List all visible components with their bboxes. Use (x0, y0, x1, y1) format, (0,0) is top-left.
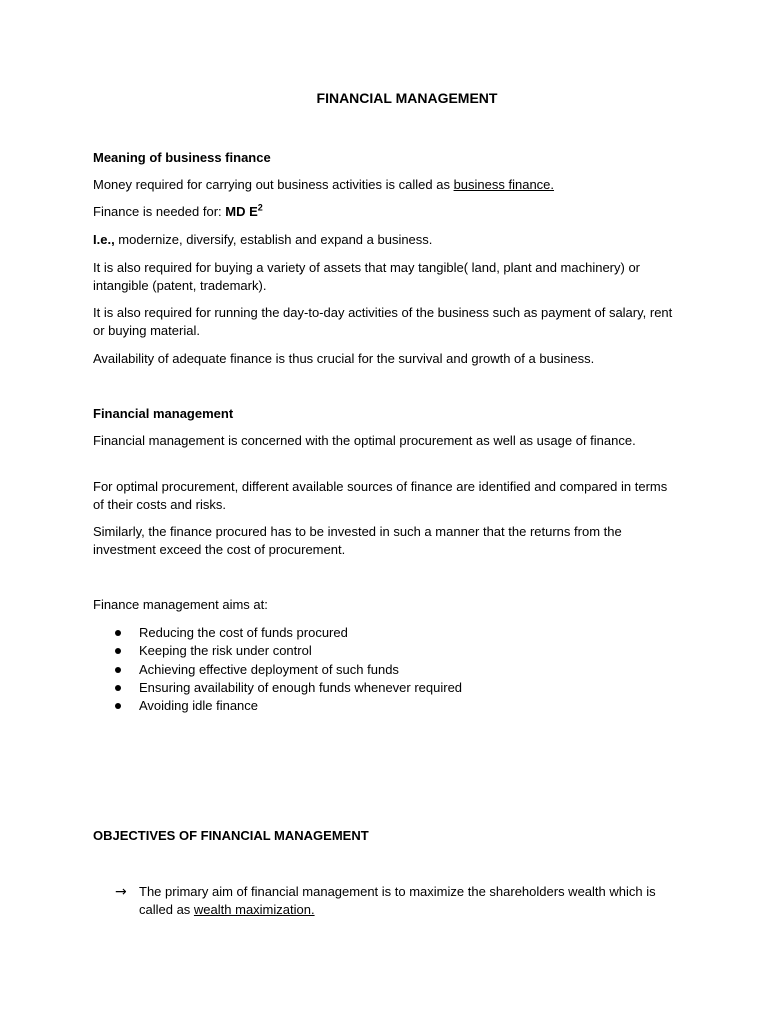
bullet-icon (115, 667, 121, 673)
list-item-text: Reducing the cost of funds procured (139, 625, 348, 640)
list-item (93, 679, 653, 697)
bullet-icon (115, 685, 121, 691)
paragraph-fm-definition: Financial management is concerned with the optimal procurement as well as usage of finance. (93, 433, 636, 448)
arrow-right-icon: → (115, 884, 127, 900)
list-item-text: Avoiding idle finance (139, 698, 259, 714)
paragraph-assets: It is also required for buying a variety of assets that may tangible( land, plant and machinery) or intangible (patent, trademark). (93, 260, 641, 293)
paragraph-investment: Similarly, the finance procured has to be invested in such a manner that the returns from the investment exceed the cost of procurement. (93, 524, 622, 557)
bullet-icon (115, 630, 121, 636)
paragraph-ie (93, 231, 678, 249)
list-item (93, 661, 653, 679)
list-item (93, 697, 653, 715)
objective-text: The primary aim of financial management is to maximize the shareholders wealth which is called as (139, 884, 656, 917)
acronym-text: MD E (225, 204, 258, 219)
section-heading-business-finance: Meaning of business finance (93, 150, 271, 165)
ie-label: I.e., (93, 232, 115, 247)
paragraph-optimal-procurement: For optimal procurement, different available sources of finance are identified and compared in terms of their costs and risks. (93, 479, 668, 512)
list-item-text: Achieving effective deployment of such funds (139, 661, 399, 677)
underlined-term: business finance. (453, 177, 555, 192)
section-heading-financial-management: Financial management (93, 406, 234, 421)
bullet-icon (115, 648, 121, 654)
objective-item (93, 883, 678, 919)
bullet-icon (115, 703, 121, 709)
paragraph-business-finance-definition (93, 176, 678, 194)
paragraph-text: Money required for carrying out business activities is called as (93, 177, 454, 192)
paragraph-text: modernize, diversify, establish and expand a business. (114, 232, 433, 247)
list-item-text: Ensuring availability of enough funds whenever required (139, 679, 463, 695)
paragraph-text: Finance is needed for: (93, 204, 226, 219)
aims-intro: Finance management aims at: (93, 597, 268, 612)
paragraph-day-to-day: It is also required for running the day-to-day activities of the business such as payment of salary, rent or buying material. (93, 305, 673, 338)
document-title: FINANCIAL MANAGEMENT (316, 90, 498, 106)
list-item (93, 642, 653, 660)
aims-list (93, 624, 653, 715)
paragraph-finance-needed (93, 203, 678, 221)
paragraph-availability: Availability of adequate finance is thus crucial for the survival and growth of a business. (93, 351, 595, 366)
list-item (93, 624, 653, 642)
superscript: 2 (257, 202, 263, 213)
underlined-term: wealth maximization. (193, 902, 315, 917)
section-heading-objectives: OBJECTIVES OF FINANCIAL MANAGEMENT (93, 828, 369, 843)
list-item-text: Keeping the risk under control (139, 643, 312, 659)
